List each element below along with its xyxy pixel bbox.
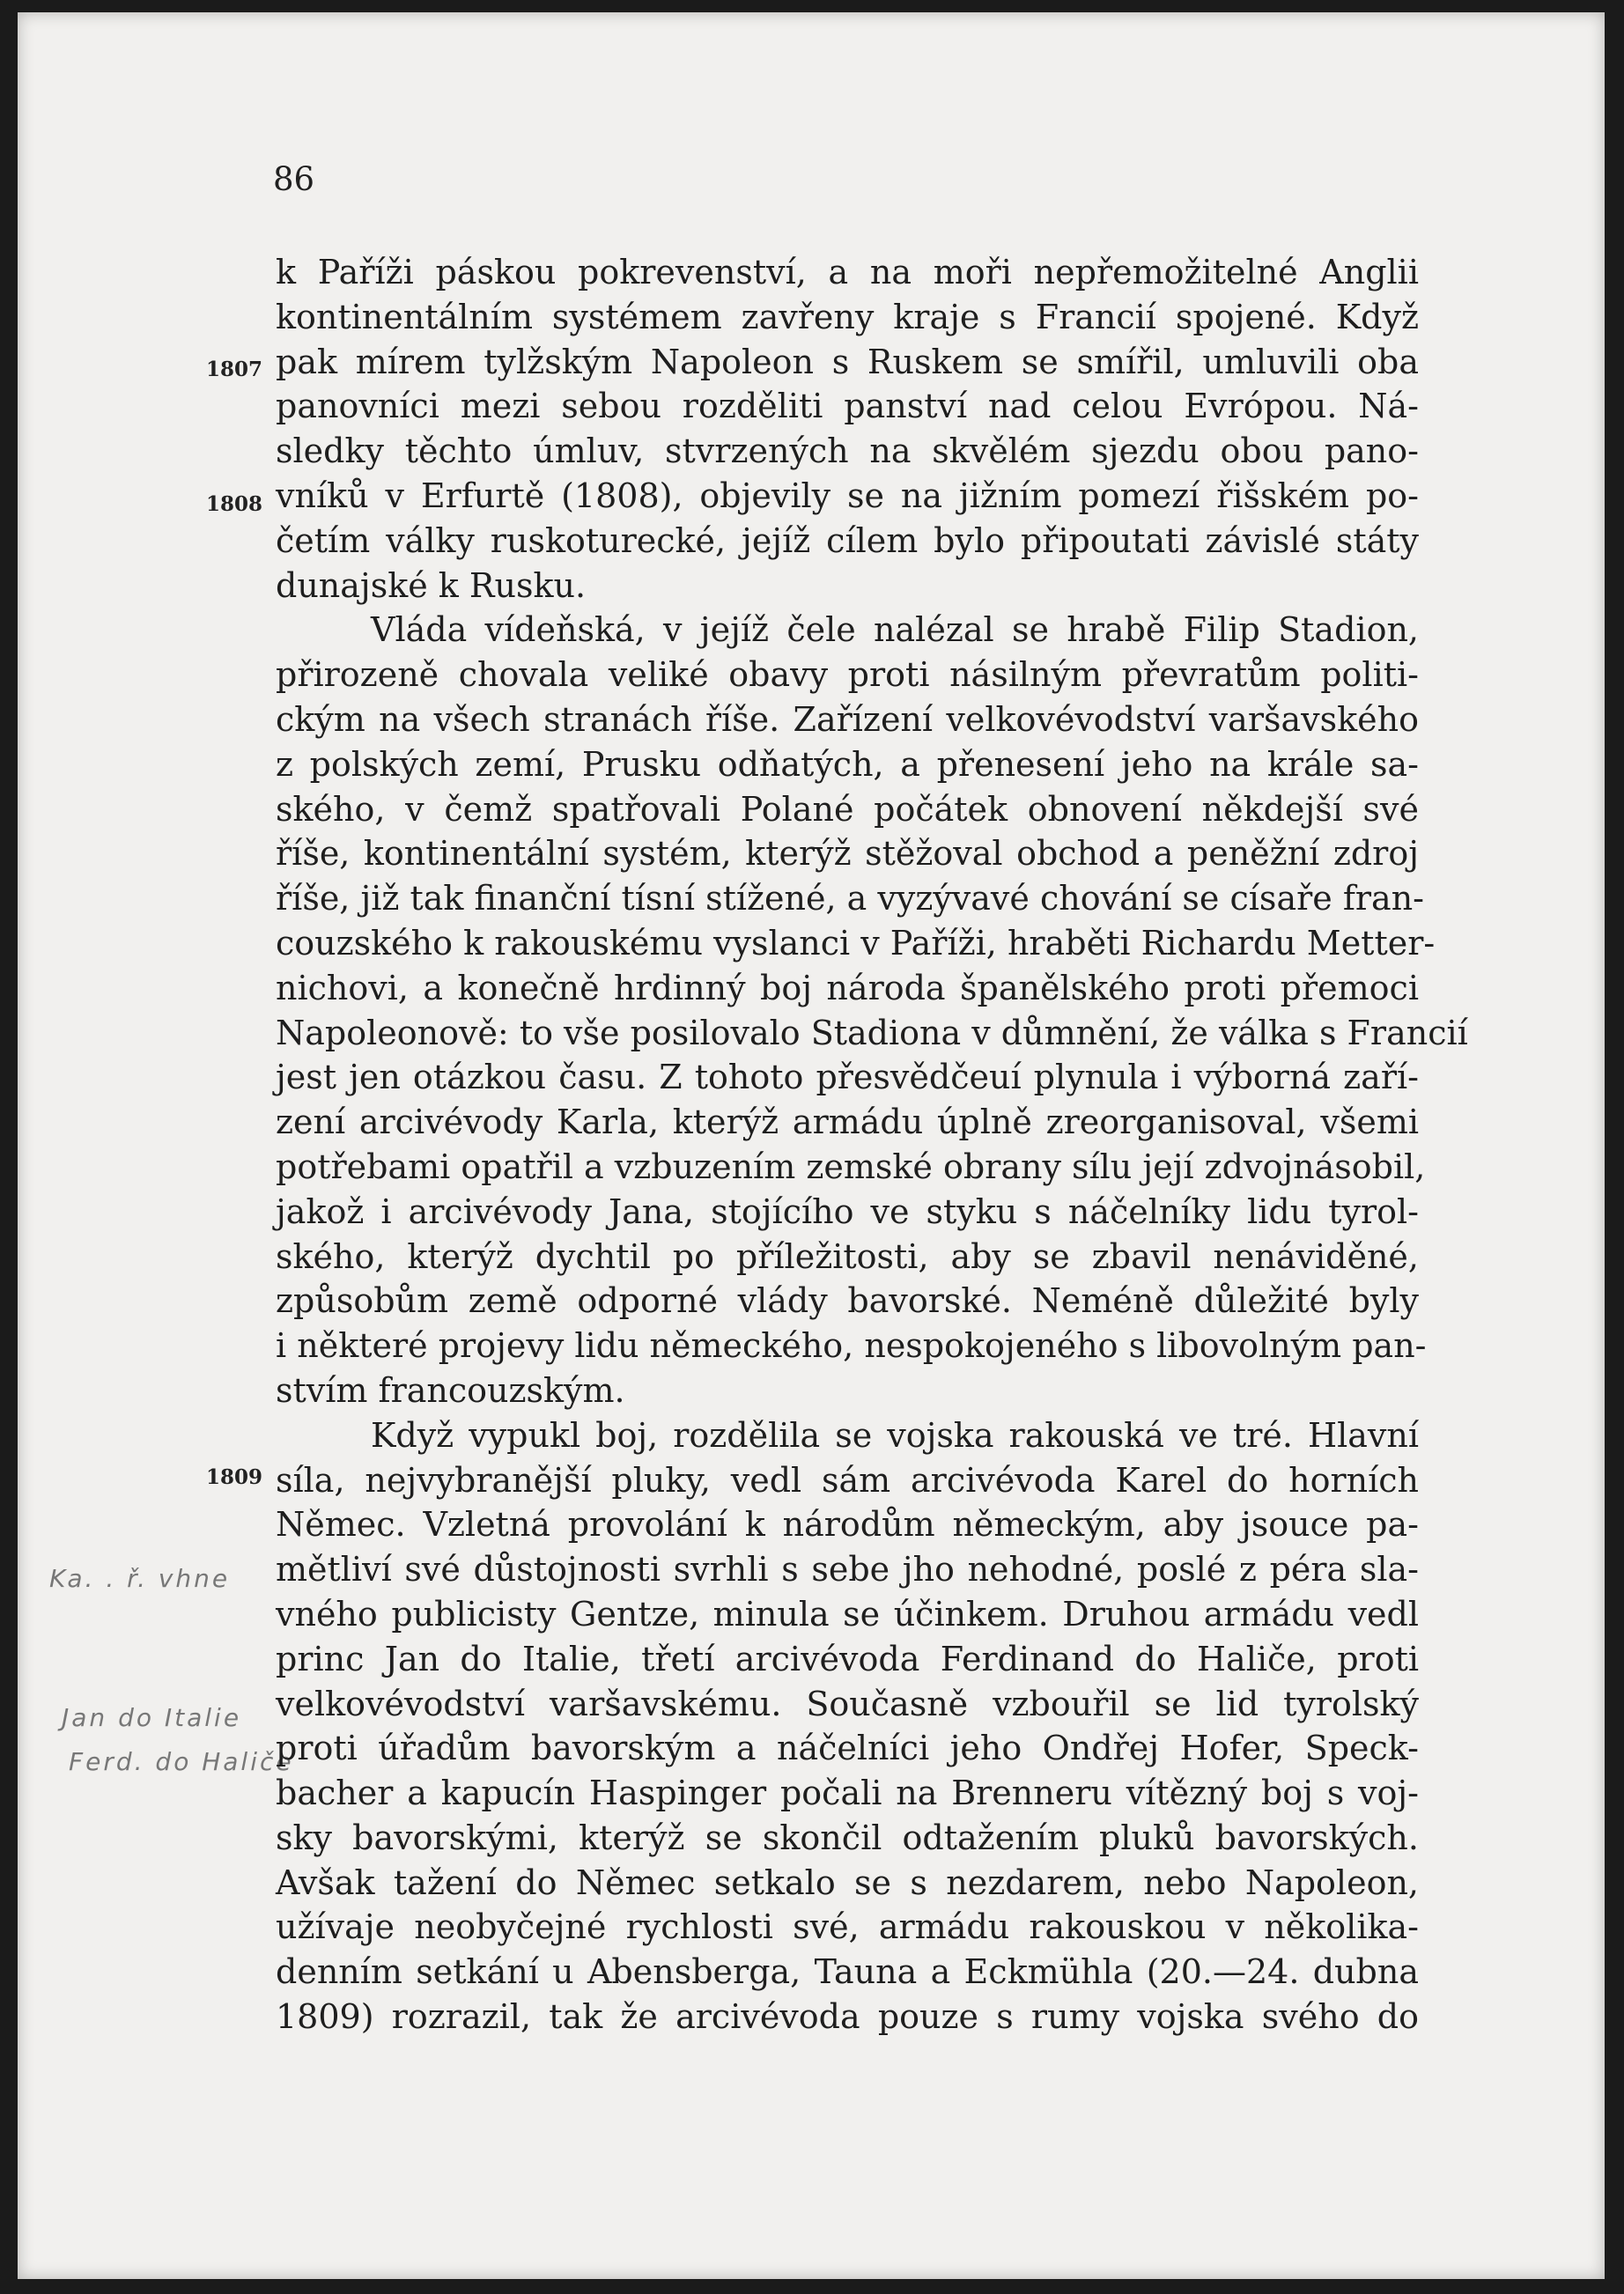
text-line: potřebami opatřil a vzbuzením zemské obrany sílu její zdvojnásobil, bbox=[276, 1147, 1426, 1186]
pencil-annotation: Ferd. do Haliče bbox=[69, 1747, 294, 1776]
text-line: zení arcivévody Karla, kterýž armádu úplně zreorganisoval, všemi bbox=[276, 1103, 1419, 1142]
page-number: 86 bbox=[273, 160, 315, 198]
text-line: způsobům země odporné vlády bavorské. Neméně důležité byly bbox=[276, 1281, 1419, 1321]
text-line: kontinentálním systémem zavřeny kraje s Francií spojené. Když bbox=[276, 297, 1419, 336]
text-line: nichovi, a konečně hrdinný boj národa španělského proti přemoci bbox=[276, 968, 1419, 1007]
margin-year-1808: 1808 bbox=[206, 492, 263, 516]
text-line: mětliví své důstojnosti svrhli s sebe jho nehodné, poslé z péra sla- bbox=[276, 1550, 1419, 1590]
text-line: couzského k rakouskému vyslanci v Paříži, hraběti Richardu Metter- bbox=[276, 923, 1436, 963]
text-line: sledky těchto úmluv, stvrzených na skvělém sjezdu obou pano- bbox=[276, 432, 1419, 471]
paragraph-start-line: Když vypukl boj, rozdělila se vojska rakouská ve tré. Hlavní bbox=[371, 1415, 1419, 1455]
text-line: vného publicisty Gentze, minula se účinkem. Druhou armádu vedl bbox=[276, 1594, 1419, 1634]
body-text bbox=[276, 250, 1468, 2040]
text-line: říše, již tak finanční tísní stížené, a vyzývavé chování se císaře fran- bbox=[276, 879, 1425, 918]
text-line: 1809) rozrazil, tak že arcivévoda pouze s rumy vojska svého do bbox=[276, 1997, 1419, 2037]
pencil-annotation: Ka. . ř. vhne bbox=[49, 1564, 231, 1593]
text-line: dunajské k Rusku. bbox=[276, 565, 587, 605]
text-line: proti úřadům bavorským a náčelníci jeho Ondřej Hofer, Speck- bbox=[276, 1729, 1419, 1768]
text-line: bacher a kapucín Haspinger počali na Brenneru vítězný boj s voj- bbox=[276, 1774, 1419, 1813]
text-line: říše, kontinentální systém, kterýž stěžoval obchod a peněžní zdroj bbox=[276, 834, 1419, 874]
paragraph-start-line: Vláda vídeňská, v jejíž čele nalézal se hrabě Filip Stadion, bbox=[371, 610, 1419, 650]
book-page bbox=[18, 12, 1605, 2279]
text-line: sky bavorskými, kterýž se skončil odtažením pluků bavorských. bbox=[276, 1818, 1419, 1857]
margin-year-1807: 1807 bbox=[206, 358, 263, 381]
text-line: z polských zemí, Prusku odňatých, a přenesení jeho na krále sa- bbox=[276, 744, 1419, 784]
pencil-annotation: Jan do Italie bbox=[62, 1703, 242, 1732]
text-line: Napoleonově: to vše posilovalo Stadiona v důmnění, že válka s Francií bbox=[276, 1013, 1468, 1052]
text-line: vníků v Erfurtě (1808), objevily se na jižním pomezí řišském po- bbox=[276, 476, 1419, 515]
text-line: k Paříži páskou pokrevenství, a na moři nepřemožitelné Anglii bbox=[276, 253, 1419, 291]
text-line: užívaje neobyčejné rychlosti své, armádu rakouskou v několika- bbox=[276, 1907, 1419, 1947]
text-line: jakož i arcivévody Jana, stojícího ve styku s náčelníky lidu tyrol- bbox=[276, 1191, 1419, 1231]
text-line: ckým na všech stranách říše. Zařízení velkovévodství varšavského bbox=[276, 699, 1419, 739]
margin-year-1809: 1809 bbox=[206, 1465, 263, 1489]
text-line: síla, nejvybranější pluky, vedl sám arcivévoda Karel do horních bbox=[276, 1460, 1419, 1500]
text-line: četím války ruskoturecké, jejíž cílem bylo připoutati závislé státy bbox=[276, 520, 1419, 560]
text-line: princ Jan do Italie, třetí arcivévoda Ferdinand do Haliče, proti bbox=[276, 1639, 1419, 1678]
text-line: Avšak tažení do Němec setkalo se s nezdarem, nebo Napoleon, bbox=[276, 1862, 1419, 1902]
text-line: ského, v čemž spatřovali Polané počátek obnovení někdejší své bbox=[276, 789, 1419, 829]
text-line: pak mírem tylžským Napoleon s Ruskem se smířil, umluvili oba bbox=[276, 342, 1419, 381]
text-line: i některé projevy lidu německého, nespokojeného s libovolným pan- bbox=[276, 1326, 1427, 1366]
text-line: přirozeně chovala veliké obavy proti násilným převratům politi- bbox=[276, 655, 1419, 695]
text-line: jest jen otázkou času. Z tohoto přesvědčeuí plynula i výborná zaří- bbox=[276, 1058, 1419, 1097]
text-line: Němec. Vzletná provolání k národům německým, aby jsouce pa- bbox=[276, 1505, 1419, 1545]
text-line: velkovévodství varšavskému. Současně vzbouřil se lid tyrolský bbox=[276, 1684, 1419, 1723]
text-line: ského, kterýž dychtil po příležitosti, aby se zbavil nenáviděné, bbox=[276, 1236, 1419, 1276]
text-line: denním setkání u Abensberga, Tauna a Eckmühla (20.—24. dubna bbox=[276, 1952, 1419, 1992]
text-line: panovníci mezi sebou rozděliti panství nad celou Evrópou. Ná- bbox=[276, 387, 1419, 426]
text-line: stvím francouzským. bbox=[276, 1370, 625, 1410]
